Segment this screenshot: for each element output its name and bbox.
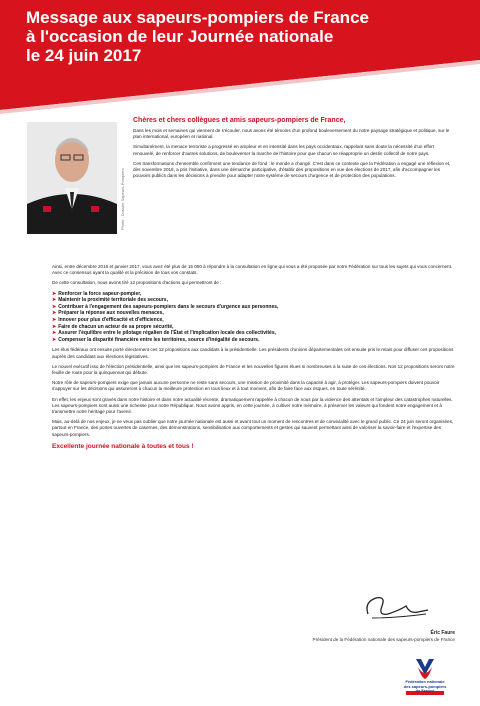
arrow-icon: ➤	[52, 330, 57, 337]
title-line-1: Message aux sapeurs-pompiers de France	[26, 8, 369, 27]
body-paragraph-7: Mais, au-delà de nos enjeux, je ne veux pas oublier que notre journée nationale est aussi et avant tout un moment de rencontres et de convivialité avec le grand public. Ce 24 juin seront organisées, partout en France, des portes ouvertes de casernes, des démonstrations, sensibilisation aux comportements et gestes qui sauvent permettant ainsi de valoriser la savoir-faire et l'expertise des sapeurs-pompiers.	[52, 419, 454, 437]
intro-paragraph-3: Ces transformations d'ensemble confirment une tendance de fond : le monde a changé. C'est dans ce contexte que la Fédération a engagé une réflexion et, dès novembre 2016, a pris l'initiative, dans une démarche participative, d'établir des propositions en vue des élections de 2017, afin d'accompagner les pouvoirs publics dans les décisions à prendre pour adapter notre système de secours d'urgence et de protection des populations.	[133, 160, 451, 179]
arrow-icon: ➤	[52, 303, 57, 310]
signatory-title: Président de la Fédération nationale des sapeurs-pompiers de France	[312, 637, 455, 642]
letter-intro	[133, 116, 455, 183]
logo-caption: Fédération nationale des sapeurs-pompiers de France	[403, 679, 447, 694]
proposition-item: ➤ Contribuer à l'engagement des sapeurs-pompiers dans le secours d'urgence aux personnes,	[52, 303, 279, 310]
proposition-item: ➤ Renforcer la force sapeur-pompier,	[52, 290, 142, 297]
propositions-list	[52, 291, 455, 344]
arrow-icon: ➤	[52, 290, 57, 297]
arrow-icon: ➤	[52, 316, 57, 323]
arrow-icon: ➤	[52, 323, 57, 330]
proposition-item: ➤ Assurer l'équilibre entre le pilotage régalien de l'État et l'implication locale des collectivités,	[52, 330, 277, 337]
arrow-icon: ➤	[52, 336, 57, 343]
title-line-3: le 24 juin 2017	[26, 46, 142, 65]
signatory-name: Éric Faure	[430, 630, 455, 636]
body-paragraph-5: Notre rôle de sapeurs-pompiers exige que jamais aucune personne ne reste sans secours, une mission de proximité dans la capacité à agir, à protéger. Les sapeurs-pompiers doivent pouvoir s'appuyer sur les décisions qui assureront à chacun la meilleure protection en tous lieux et à tout moment, afin de faire face aux risques, en toute sérénité.	[52, 380, 440, 392]
intro-paragraph-1: Dans les mois et semaines qui viennent de s'écouler, nous avons été témoins d'un profond bouleversement du notre paysage stratégique et politique, sur le plan international, européen et national.	[133, 128, 450, 140]
intro-paragraph-2: Simultanément, la menace terroriste a progressé en ampleur et en intensité dans les pays occidentaux, rappelant sans doute la nécessité d'un effort renouvelé, de renforcer d'autres solutions, de bouleverser la marche de l'histoire pour que chacun se réapproprie un destin collectif de notre pays.	[133, 144, 435, 156]
federation-logo	[398, 655, 452, 701]
proposition-item: ➤ Compenser la disparité financière entre les territoires, source d'inégalité de secours.	[52, 336, 260, 343]
letter-body	[52, 264, 455, 450]
title-line-2: à l'occasion de leur Journée nationale	[26, 27, 334, 46]
body-paragraph-3: Les élus fédéraux ont ensuite porté directement ces 12 propositions aux candidats à la présidentielle. Les présidents d'unions départementales ont ensuite pris le relais pour diffuser ces propositions auprès des candidats aux élections législatives.	[52, 347, 454, 359]
greeting: Chères et chers collègues et amis sapeurs-pompiers de France,	[133, 117, 346, 124]
proposition-item: ➤ Préparer la réponse aux nouvelles menaces,	[52, 310, 164, 317]
body-paragraph-1: Ainsi, entre décembre 2016 et janvier 2017, vous avez été plus de 15 000 à répondre à la consultation en ligne qui vous a été proposée par notre Fédération sur tous les sujets qui vous concernent. Avec ce consensus ayant la qualité et la précision de tous vos constats.	[52, 264, 453, 276]
body-paragraph-2: De cette consultation, nous avons tiré 12 propositions d'actions qui permettront de :	[52, 280, 222, 286]
header-banner	[0, 0, 480, 120]
proposition-item: ➤ Innover pour plus d'efficacité et d'efficience,	[52, 316, 164, 323]
body-paragraph-4: Le nouvel exécutif issu de l'élection présidentielle, ainsi que les sapeurs-pompiers de France et les nouvelles figures élues si nombreuses à la suite de ces élections. Nos 12 propositions seront notre feuille de route pour la quinquennat qui débute.	[52, 363, 455, 375]
handwritten-signature	[360, 588, 430, 626]
arrow-icon: ➤	[52, 297, 57, 304]
proposition-item: ➤ Faire de chacun un acteur de sa propre sécurité,	[52, 323, 174, 330]
proposition-item: ➤ Maintenir la proximité territoriale des secours,	[52, 297, 168, 304]
arrow-icon: ➤	[52, 310, 57, 317]
closing-line: Excellente journée nationale à toutes et tous !	[52, 442, 194, 450]
body-paragraph-6: En effet, les enjeux sont gravés dans notre histoire et dans notre actualité récente, dramatiquement rappelée à chacun de nous par la violence des attentats et l'ampleur des catastrophes naturelles. Les sapeurs-pompiers sont aussi une richesse pour notre République. Nous avons appris, en cette journée, à cultiver notre mémoire, à préserver les valeurs qui fondent notre engagement et à transmettre notre héritage pour l'avenir.	[52, 396, 453, 414]
photo-credit: Photo : Dossier Sapeurs-Pompiers	[120, 168, 125, 230]
portrait-photo	[27, 122, 117, 234]
page-title	[26, 8, 466, 65]
